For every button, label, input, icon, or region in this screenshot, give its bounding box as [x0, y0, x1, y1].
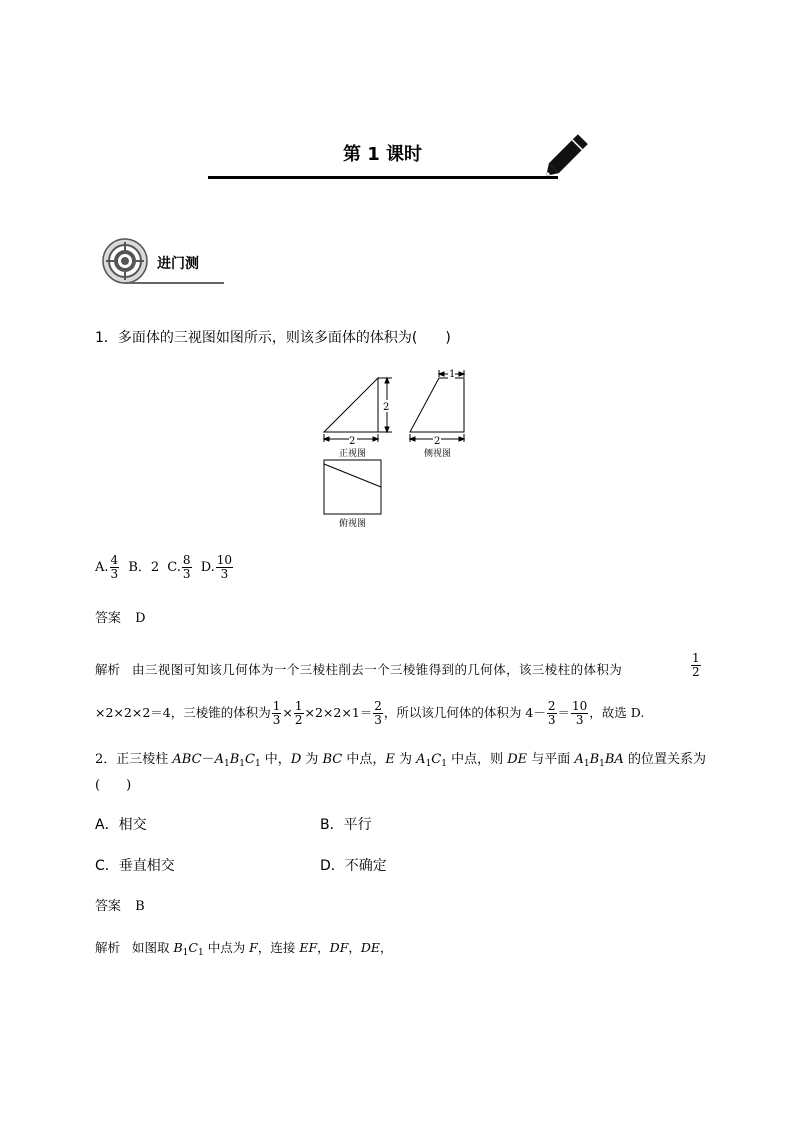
side-dim-top: 1 — [449, 369, 456, 380]
front-view-label: 正视图 — [339, 449, 367, 459]
q2-stem: 2．正三棱柱 $ABC-A_1B_1C_1$ 中，D 为 BC 中点，E 为 $A_1C_1$ 中点，则 DE 与平面 $A_1B_1BA$ 的位置关系为 — [95, 752, 706, 769]
q2-paren: ( ) — [95, 778, 132, 793]
pencil-icon — [540, 126, 596, 182]
side-view-label: 侧视图 — [424, 449, 452, 459]
q1-answer-label: 答案 — [95, 611, 122, 626]
q2-answer-label: 答案 — [95, 899, 122, 914]
q2-answer-value: B — [135, 899, 145, 914]
q1-analysis-line2: ×2×2×2＝4，三棱锥的体积为 $\frac{1}{3}$ × $\frac{1}{2}$ ×2×2×1＝ $\frac{2}{3}$ ，所以该几何体的体积为 4－ $\frac{2}{3}$ ＝ $\frac{10}{3}$ ，故选 D. — [95, 699, 645, 727]
front-dim-height: 2 — [383, 402, 390, 413]
q1-options — [95, 554, 234, 581]
q2-option-d[interactable]: D．不确定 — [320, 858, 387, 874]
front-dim-width: 2 — [349, 436, 356, 447]
target-icon — [101, 237, 149, 285]
section-underline — [124, 282, 224, 284]
q2-answer — [95, 897, 145, 917]
q1-stem: 1．多面体的三视图如图所示，则该多面体的体积为( ) — [95, 330, 451, 346]
q1-frac-half: $\frac{1}{2}$ — [692, 651, 700, 679]
q1-analysis-label: 解析 — [95, 662, 121, 677]
q2-option-b[interactable]: B．平行 — [320, 817, 372, 833]
section-label: 进门测 — [157, 256, 199, 272]
q1-option-d[interactable]: D. $\frac{10}{3}$ — [200, 553, 233, 581]
side-view — [410, 370, 464, 442]
lesson-title: 第 1 课时 — [343, 144, 423, 165]
q2-analysis-label: 解析 — [95, 940, 121, 955]
front-view — [324, 378, 392, 442]
q1-answer-value: D — [135, 611, 146, 626]
q2-option-a[interactable]: A．相交 — [95, 817, 147, 833]
q1-answer — [95, 609, 146, 629]
q2-option-c[interactable]: C．垂直相交 — [95, 858, 175, 874]
three-view-figure — [318, 364, 478, 534]
top-view-label: 俯视图 — [339, 519, 367, 529]
q1-option-b[interactable]: B．2 — [128, 560, 160, 575]
top-view — [324, 460, 381, 514]
title-underline — [208, 176, 558, 179]
q1-option-a[interactable]: A. $\frac{4}{3}$ — [95, 553, 119, 581]
q1-analysis-text1: 由三视图可知该几何体为一个三棱柱削去一个三棱锥得到的几何体，该三棱柱的体积为 — [132, 662, 623, 677]
side-dim-width: 2 — [434, 436, 441, 447]
q1-analysis-line1 — [95, 660, 622, 680]
q1-option-c[interactable]: C. $\frac{8}{3}$ — [167, 553, 191, 581]
q2-analysis: 解析 如图取 $B_1C_1$ 中点为 F，连接 EF，DF，DE， — [95, 940, 393, 958]
